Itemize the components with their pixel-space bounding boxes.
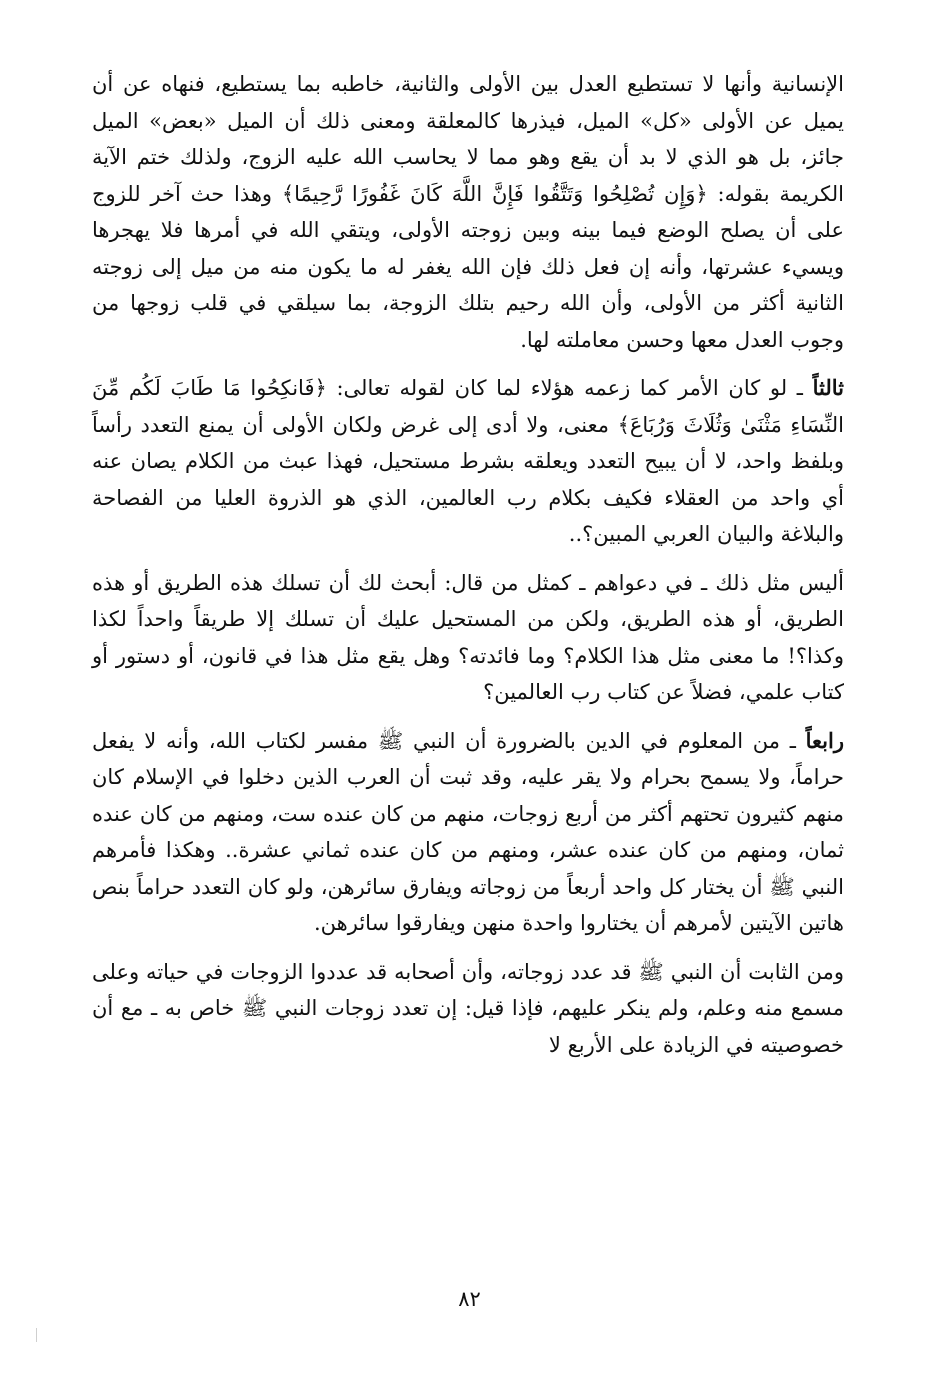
paragraph-2-lead: ثالثاً bbox=[812, 375, 844, 400]
paragraph-4-text: ـ من المعلوم في الدين بالضرورة أن النبي ﷺ مفسر لكتاب الله، وأنه لا يفعل حراماً، ولا يسمح بحرام ولا يقر عليه، وقد ثبت أن العرب الذين دخلوا في الإسلام كان منهم كثيرون تحتهم أكثر من أربع زوجات، منهم من كان عنده ست، ومنهم من كان عنده ثمان، ومنهم من كان عنده عشر، ومنهم من كان عنده ثماني عشرة.. وهكذا فأمرهم النبي ﷺ أن يختار كل واحد أربعاً من زوجاته ويفارق سائرهن، ولو كان التعدد حراماً بنص هاتين الآيتين لأمرهم أن يختاروا واحدة منهن ويفارقوا سائرهن. bbox=[92, 728, 844, 935]
page-number: ٨٢ bbox=[458, 1287, 481, 1311]
paragraph-5 bbox=[92, 954, 844, 1064]
scan-edge-mark bbox=[36, 1328, 37, 1342]
paragraph-3-text: أليس مثل ذلك ـ في دعواهم ـ كمثل من قال: أبحث لك أن تسلك هذه الطريق أو هذه الطريق، أو هذه الطريق، ولكن من المستحيل عليك أن تسلك إلا طريقاً واحداً لكذا وكذا؟! ما معنى مثل هذا الكلام؟ وما فائدته؟ وهل يقع مثل هذا في قانون، أو دستور أو كتاب علمي، فضلاً عن كتاب رب العالمين؟ bbox=[92, 570, 844, 704]
paragraph-2-text: ـ لو كان الأمر كما زعمه هؤلاء لما كان لقوله تعالى: ﴿فَانكِحُوا مَا طَابَ لَكُم مِّنَ النِّسَاءِ مَثْنَىٰ وَثُلَاثَ وَرُبَاعَ﴾ معنى، ولا أدى إلى غرض ولكان الأولى أن يمنع التعدد رأساً وبلفظ واحد، لا أن يبيح التعدد ويعلقه بشرط مستحيل، فهذا عبث من الكلام يصان عنه أي واحد من العقلاء فكيف بكلام رب العالمين، الذي هو الذروة العليا من الفصاحة والبلاغة والبيان العربي المبين؟.. bbox=[92, 376, 844, 546]
paragraph-4 bbox=[92, 723, 844, 942]
paragraph-1-text: الإنسانية وأنها لا تستطيع العدل بين الأولى والثانية، خاطبه بما يستطيع، فنهاه عن أن يميل عن الأولى «كل» الميل، فيذرها كالمعلقة ومعنى ذلك أن الميل «بعض» الميل جائز، بل هو الذي لا بد أن يقع وهو مما لا يحاسب الله عليه الزوج، ولذلك ختم الآية الكريمة بقوله: ﴿وَإِن تُصْلِحُوا وَتَتَّقُوا فَإِنَّ اللَّهَ كَانَ غَفُورًا رَّحِيمًا﴾ وهذا حث آخر للزوج على أن يصلح الوضع فيما بينه وبين زوجته الأولى، ويتقي الله في أمرها فلا يهجرها ويسيء عشرتها، وأنه إن فعل ذلك فإن الله يغفر له ما يكون منه من ميل إلى زوجته الثانية أكثر من الأولى، وأن الله رحيم بتلك الزوجة، بما سيلقي في قلب زوجها من وجوب العدل معها وحسن معاملته لها. bbox=[92, 72, 844, 352]
body-text bbox=[92, 66, 844, 1063]
paragraph-1 bbox=[92, 66, 844, 358]
paragraph-3 bbox=[92, 565, 844, 711]
paragraph-4-lead: رابعاً bbox=[805, 727, 844, 753]
paragraph-2 bbox=[92, 370, 844, 553]
paragraph-5-text: ومن الثابت أن النبي ﷺ قد عدد زوجاته، وأن أصحابه قد عددوا الزوجات في حياته وعلى مسمع منه وعلم، ولم ينكر عليهم، فإذا قيل: إن تعدد زوجات النبي ﷺ خاص به ـ مع أن خصوصيته في الزيادة على الأربع لا bbox=[92, 959, 844, 1057]
